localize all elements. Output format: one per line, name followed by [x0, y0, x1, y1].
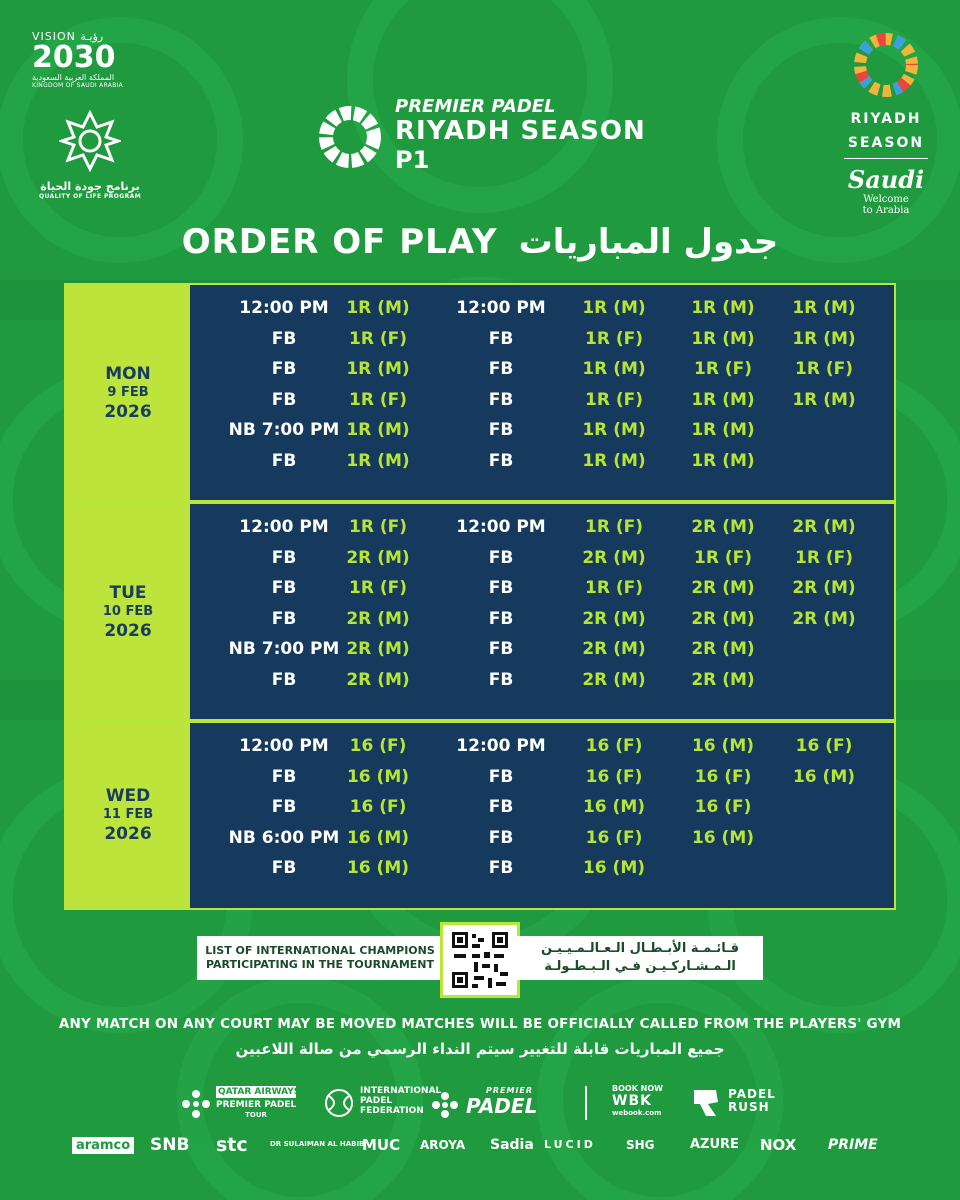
match-slot: 2R (M): [792, 578, 856, 598]
match-slot: 1R (F): [349, 517, 407, 537]
quality-of-life-arabic: برنامج جودة الحياة: [40, 180, 140, 193]
vision-year: 2030: [32, 40, 116, 75]
day-year: 2026: [104, 620, 152, 641]
ipf-line-1: INTERNATIONAL: [360, 1086, 442, 1096]
qatar-line-2: PREMIER PADEL: [216, 1100, 297, 1110]
match-slot: 1R (M): [346, 420, 410, 440]
match-slot: 16 (F): [795, 736, 853, 756]
slot-time: FB: [488, 389, 514, 410]
title-arabic: جدول المباريات: [518, 222, 779, 262]
sponsor-logo: DR SULAIMAN AL HABIB: [270, 1140, 365, 1148]
qr-english-text: [197, 936, 443, 980]
match-slot: 16 (M): [582, 858, 646, 878]
slot-time: FB: [488, 669, 514, 690]
match-slot: 2R (M): [691, 639, 755, 659]
match-slot: 1R (M): [691, 328, 755, 349]
day-label: [66, 504, 190, 719]
match-slot: 1R (M): [346, 359, 410, 379]
qatar-star-icon: [182, 1090, 210, 1118]
qr-code[interactable]: [440, 922, 520, 998]
vision-arabic: المملكة العربية السعودية: [32, 73, 115, 82]
ipf-line-2: PADEL: [360, 1096, 393, 1106]
match-slot: 1R (M): [582, 298, 646, 318]
match-slot: 1R (M): [346, 298, 410, 318]
slot-time: 12:00 PM: [456, 736, 546, 756]
welcome-line-2: to Arabia: [862, 205, 910, 216]
slot-time: FB: [488, 858, 514, 878]
match-slot: 1R (M): [691, 389, 755, 410]
match-slot: 2R (M): [346, 608, 410, 629]
match-slot: 1R (F): [694, 547, 752, 568]
match-slot: 2R (M): [346, 639, 410, 659]
slot-time: FB: [271, 669, 297, 690]
match-slot: 2R (M): [792, 517, 856, 537]
match-slot: 1R (F): [795, 359, 853, 379]
slot-time: 12:00 PM: [239, 517, 329, 537]
webook-line-2: WBK: [612, 1093, 652, 1109]
slot-time: FB: [271, 547, 297, 568]
slot-time: FB: [488, 827, 514, 848]
day-date: 11 FEB: [102, 807, 154, 823]
day-grid: [190, 504, 894, 719]
match-slot: 1R (M): [691, 420, 755, 440]
day-label: [66, 285, 190, 500]
match-slot: 2R (M): [691, 669, 755, 690]
slot-time: FB: [271, 766, 297, 787]
day-grid: [190, 723, 894, 908]
match-slot: 2R (M): [582, 608, 646, 629]
slot-time: NB 6:00 PM: [228, 827, 340, 848]
sponsor-divider: [585, 1086, 587, 1120]
match-slot: 1R (M): [582, 420, 646, 440]
sponsor-logo: Sadia: [490, 1136, 534, 1153]
day-date: 9 FEB: [107, 384, 149, 400]
slot-time: FB: [271, 578, 297, 598]
qr-arabic-line-2: الـمـشـاركـيـن فـي الـبـطـولـة: [544, 959, 736, 974]
vision-2030-logo: [32, 30, 142, 89]
riyadh-season-line-1: RIYADH: [850, 111, 922, 127]
match-slot: 1R (M): [582, 359, 646, 379]
slot-time: FB: [488, 420, 514, 440]
premier-padel-line-2: PADEL: [466, 1094, 538, 1118]
qatar-line-1: QATAR AIRWAYS: [218, 1087, 301, 1097]
page-title: [0, 222, 960, 262]
match-slot: 1R (F): [585, 517, 643, 537]
match-slot: 2R (M): [582, 639, 646, 659]
sponsor-logo: SHG: [626, 1137, 655, 1152]
match-slot: 16 (M): [792, 766, 856, 787]
match-slot: 1R (F): [585, 578, 643, 598]
match-slot: 2R (M): [346, 547, 410, 568]
day-block: [64, 502, 896, 721]
slot-time: FB: [488, 547, 514, 568]
event-line-1: PREMIER PADEL: [395, 96, 556, 117]
match-slot: 16 (F): [694, 766, 752, 787]
webook-line-1: BOOK NOW: [612, 1084, 664, 1093]
slot-time: FB: [488, 450, 514, 471]
day-name: TUE: [109, 582, 147, 603]
slot-time: 12:00 PM: [456, 517, 546, 537]
title-english: ORDER OF PLAY: [181, 222, 498, 262]
padel-rush-line-2: RUSH: [728, 1100, 770, 1114]
sponsor-logo: LUCID: [544, 1138, 596, 1151]
vision-kingdom: KINGDOM OF SAUDI ARABIA: [32, 82, 124, 89]
saudi-brand: Saudi: [847, 165, 925, 194]
vision-label: VISION رؤيـة: [32, 30, 104, 43]
day-block: [64, 283, 896, 502]
slot-time: 12:00 PM: [239, 736, 329, 756]
slot-time: NB 7:00 PM: [228, 420, 340, 440]
day-name: WED: [105, 786, 151, 807]
match-slot: 1R (F): [585, 328, 643, 349]
match-slot: 1R (M): [792, 389, 856, 410]
match-slot: 16 (F): [694, 797, 752, 817]
premier-padel-star-icon: [432, 1092, 458, 1118]
sponsor-logo: PRIME: [828, 1136, 878, 1153]
match-slot: 1R (M): [792, 298, 856, 318]
day-label: [66, 723, 190, 908]
slot-time: 12:00 PM: [456, 298, 546, 318]
sponsor-logo: SNB: [150, 1135, 190, 1155]
slot-time: FB: [271, 328, 297, 349]
match-slot: 2R (M): [582, 669, 646, 690]
match-slot: 16 (M): [691, 736, 755, 756]
match-slot: 16 (F): [585, 736, 643, 756]
match-slot: 2R (M): [691, 517, 755, 537]
qr-banner: [197, 922, 763, 1000]
match-slot: 2R (M): [346, 669, 410, 690]
riyadh-season-ring-icon: [846, 30, 926, 100]
slot-time: FB: [488, 359, 514, 379]
match-slot: 2R (M): [792, 608, 856, 629]
padel-rush-icon: [690, 1086, 722, 1118]
match-slot: 16 (M): [346, 858, 410, 878]
ipf-ball-icon: [324, 1088, 354, 1118]
match-slot: 2R (M): [582, 547, 646, 568]
match-slot: 1R (F): [349, 328, 407, 349]
webook-logo: [612, 1084, 664, 1117]
slot-time: FB: [488, 797, 514, 817]
qr-arabic-line-1: قـائـمـة الأبـطـال الـعـالـمـيـيـن: [540, 941, 740, 956]
qr-english-line-2: PARTICIPATING IN THE TOURNAMENT: [205, 958, 434, 971]
match-slot: 1R (F): [694, 359, 752, 379]
day-date: 10 FEB: [102, 603, 154, 619]
match-slot: 16 (M): [346, 827, 410, 848]
match-slot: 16 (M): [691, 827, 755, 848]
slot-time: FB: [488, 328, 514, 349]
premier-padel-line-1: PREMIER: [486, 1086, 534, 1095]
match-slot: 16 (M): [582, 797, 646, 817]
qr-english-line-1: LIST OF INTERNATIONAL CHAMPIONS: [205, 944, 435, 957]
day-name: MON: [105, 363, 151, 384]
slot-time: FB: [271, 858, 297, 878]
slot-time: FB: [271, 359, 297, 379]
sponsor-logo: AZURE: [690, 1137, 739, 1152]
slot-time: FB: [488, 766, 514, 787]
match-slot: 1R (F): [585, 389, 643, 410]
match-slot: 16 (F): [349, 797, 407, 817]
quality-of-life-emblem-icon: [59, 110, 121, 172]
sponsor-logo: aramco: [72, 1137, 134, 1154]
padel-rush-line-1: PADEL: [728, 1087, 776, 1101]
event-line-2: RIYADH SEASON: [395, 116, 646, 146]
match-slot: 1R (M): [691, 298, 755, 318]
sponsor-logo: MUC: [362, 1136, 401, 1154]
slot-time: FB: [271, 608, 297, 629]
slot-time: FB: [271, 797, 297, 817]
match-slot: 16 (F): [585, 827, 643, 848]
slot-time: 12:00 PM: [239, 298, 329, 318]
quality-of-life-english: QUALITY OF LIFE PROGRAM: [38, 193, 142, 200]
match-slot: 16 (F): [349, 736, 407, 756]
day-grid: [190, 285, 894, 500]
match-slot: 1R (M): [346, 450, 410, 471]
day-year: 2026: [104, 401, 152, 422]
quality-of-life-logo: [30, 110, 150, 200]
qr-code-icon: [450, 930, 510, 990]
notice-english: ANY MATCH ON ANY COURT MAY BE MOVED MATCHES WILL BE OFFICIALLY CALLED FROM THE PLAYERS' GYM: [58, 1016, 902, 1032]
divider: [844, 158, 928, 159]
slot-time: FB: [488, 608, 514, 629]
match-slot: 2R (M): [691, 608, 755, 629]
match-slot: 1R (F): [349, 578, 407, 598]
match-slot: 16 (M): [346, 766, 410, 787]
sponsor-logo: NOX: [760, 1136, 797, 1154]
day-year: 2026: [104, 824, 152, 845]
match-slot: 1R (F): [349, 389, 407, 410]
match-slot: 16 (F): [585, 766, 643, 787]
match-slot: 2R (M): [691, 578, 755, 598]
premier-padel-ring-icon: [315, 102, 385, 172]
event-logo: [315, 96, 655, 176]
riyadh-season-logo: [838, 30, 934, 216]
slot-time: FB: [488, 639, 514, 659]
webook-line-3: webook.com: [612, 1109, 662, 1117]
slot-time: NB 7:00 PM: [228, 639, 340, 659]
day-block: [64, 721, 896, 910]
ipf-line-3: FEDERATION: [360, 1106, 424, 1116]
qr-arabic-text: [517, 936, 763, 980]
qatar-line-3: TOUR: [245, 1111, 267, 1119]
welcome-line-1: Welcome: [863, 194, 909, 205]
notice-arabic: جميع المباريات قابلة للتغيير سيتم النداء الرسمي من صالة اللاعبين: [235, 1040, 725, 1058]
sponsor-logo: stc: [216, 1134, 248, 1156]
slot-time: FB: [271, 450, 297, 471]
match-slot: 1R (M): [792, 328, 856, 349]
match-slot: 1R (M): [582, 450, 646, 471]
match-slot: 1R (F): [795, 547, 853, 568]
riyadh-season-line-2: SEASON: [847, 135, 925, 151]
sponsor-logo: AROYA: [420, 1137, 466, 1152]
slot-time: FB: [488, 578, 514, 598]
match-slot: 1R (M): [691, 450, 755, 471]
event-line-3: P1: [395, 146, 430, 174]
slot-time: FB: [271, 389, 297, 410]
